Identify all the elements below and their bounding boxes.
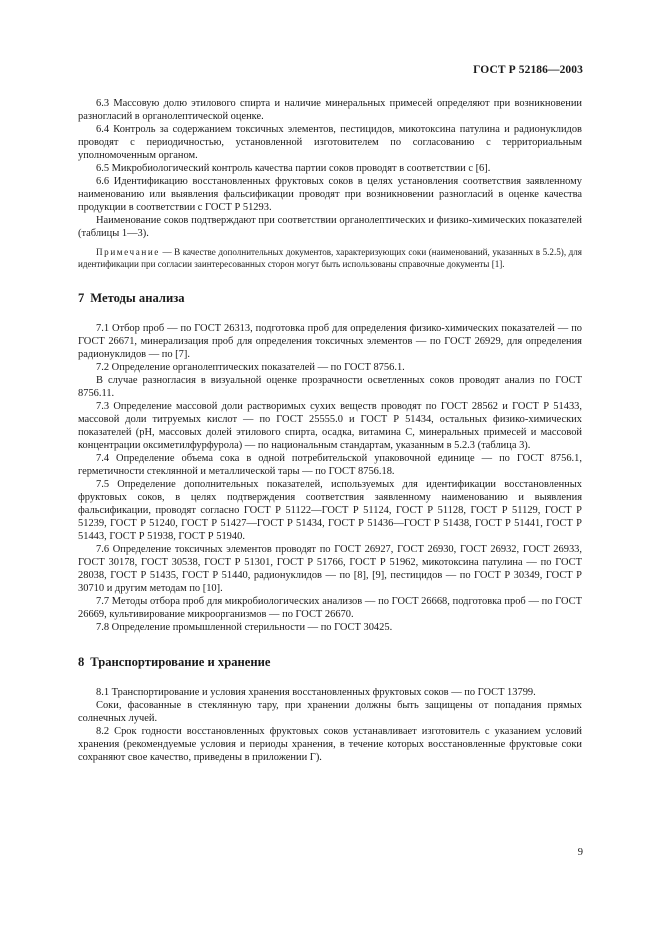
section-7-title: Методы анализа [90, 291, 185, 305]
paragraph-8-1: 8.1 Транспортирование и условия хранения восстановленных фруктовых соков — по ГОСТ 13799. [96, 687, 536, 698]
page-number: 9 [577, 847, 583, 858]
paragraph-7-2: 7.2 Определение органолептических показателей — по ГОСТ 8756.1. [96, 362, 405, 373]
section-8-heading [78, 655, 582, 669]
paragraph-6-3: 6.3 Массовую долю этилового спирта и наличие минеральных примесей определяют при возникновении разногласий в органолептической оценке. [78, 98, 582, 122]
note [78, 246, 582, 270]
section-7-number: 7 [78, 291, 85, 305]
paragraph-7-1: 7.1 Отбор проб — по ГОСТ 26313, подготовка проб для определения физико-химических показателей — по ГОСТ 26671, минерализация проб для определения токсичных элементов — по ГОСТ 26929, для определения радионуклидов — по [7]. [78, 323, 582, 360]
paragraph-6-6: 6.6 Идентификацию восстановленных фруктовых соков в целях установления соответствия заявленному наименованию или выявления фальсификации проводят при возникновении разногласий в оценке качества продукции в соответствии с ГОСТ Р 51293. [78, 176, 582, 213]
section-8-number: 8 [78, 655, 85, 669]
section-7-heading [78, 291, 582, 305]
paragraph-7-2-dispute: В случае разногласия в визуальной оценке прозрачности осветленных соков проводят анализ по ГОСТ 8756.11. [78, 375, 582, 399]
paragraph-7-4: 7.4 Определение объема сока в одной потребительской упаковочной единице — по ГОСТ 8756.1, герметичности стеклянной и металлической тары — по ГОСТ 8756.18. [78, 453, 582, 477]
paragraph-7-7: 7.7 Методы отбора проб для микробиологических анализов — по ГОСТ 26668, подготовка проб — по ГОСТ 26669, культивирование микроорганизмов — по ГОСТ 26670. [78, 596, 582, 620]
note-label: Примечание [96, 247, 160, 257]
paragraph-7-5: 7.5 Определение дополнительных показателей, используемых для идентификации восстановленных фруктовых соков, в целях подтверждения соответствия заявленному наименованию и выявления фальсификации, проводят согласно ГОСТ Р 51122—ГОСТ Р 51124, ГОСТ Р 51128, ГОСТ Р 51129, ГОСТ Р 51239, ГОСТ Р 51240, ГОСТ Р 51427—ГОСТ Р 51434, ГОСТ Р 51436—ГОСТ Р 51438, ГОСТ Р 51441, ГОСТ Р 51443, ГОСТ Р 51938, ГОСТ Р 51940. [78, 479, 582, 542]
note-text: — В качестве дополнительных документов, характеризующих соки (наименований, указанных в 5.2.5), для идентификации при согласии заинтересованных сторон могут быть использованы справочные документы [1]. [78, 247, 582, 269]
paragraph-naming: Наименование соков подтверждают при соответствии органолептических и физико-химических показателей (таблицы 1—3). [78, 215, 582, 239]
paragraph-8-2: 8.2 Срок годности восстановленных фруктовых соков устанавливает изготовитель с указанием условий хранения (рекомендуемые условия и периоды хранения, в течение которых восстановленные фруктовые соки сохраняют свое качество, приведены в приложении Г). [78, 726, 582, 763]
paragraph-8-1-glass: Соки, фасованные в стеклянную тару, при хранении должны быть защищены от попадания прямых солнечных лучей. [78, 700, 582, 724]
paragraph-6-5: 6.5 Микробиологический контроль качества партии соков проводят в соответствии с [6]. [96, 163, 491, 174]
paragraph-6-4: 6.4 Контроль за содержанием токсичных элементов, пестицидов, микотоксина патулина и радионуклидов проводят с периодичностью, установленной изготовителем по согласованию с территориальным уполномоченным органом. [78, 124, 582, 161]
paragraph-7-6: 7.6 Определение токсичных элементов проводят по ГОСТ 26927, ГОСТ 26930, ГОСТ 26932, ГОСТ 26933, ГОСТ 30178, ГОСТ 30538, ГОСТ Р 51301, ГОСТ Р 51766, ГОСТ Р 51962, микотоксина патулина — по ГОСТ 28038, ГОСТ Р 51435, ГОСТ Р 51440, радионуклидов — по [8], [9], пестицидов — по ГОСТ Р 30349, ГОСТ Р 30710 и другим методам по [10]. [78, 544, 582, 594]
page-header: ГОСТ Р 52186—2003 [473, 64, 583, 76]
paragraph-7-8: 7.8 Определение промышленной стерильности — по ГОСТ 30425. [96, 622, 393, 633]
page-content [78, 97, 582, 764]
section-8-title: Транспортирование и хранение [90, 655, 271, 669]
paragraph-7-3: 7.3 Определение массовой доли растворимых сухих веществ проводят по ГОСТ 28562 и ГОСТ Р 51433, массовой доли титруемых кислот — по ГОСТ 25555.0 и ГОСТ Р 51434, остальных физико-химических показателей (рН, массовых долей этилового спирта, осадка, витамина С, минеральных примесей и массовой концентрации оксиметилфурфурола) — по национальным стандартам, указанным в 5.2.3 (таблица 3). [78, 401, 582, 451]
